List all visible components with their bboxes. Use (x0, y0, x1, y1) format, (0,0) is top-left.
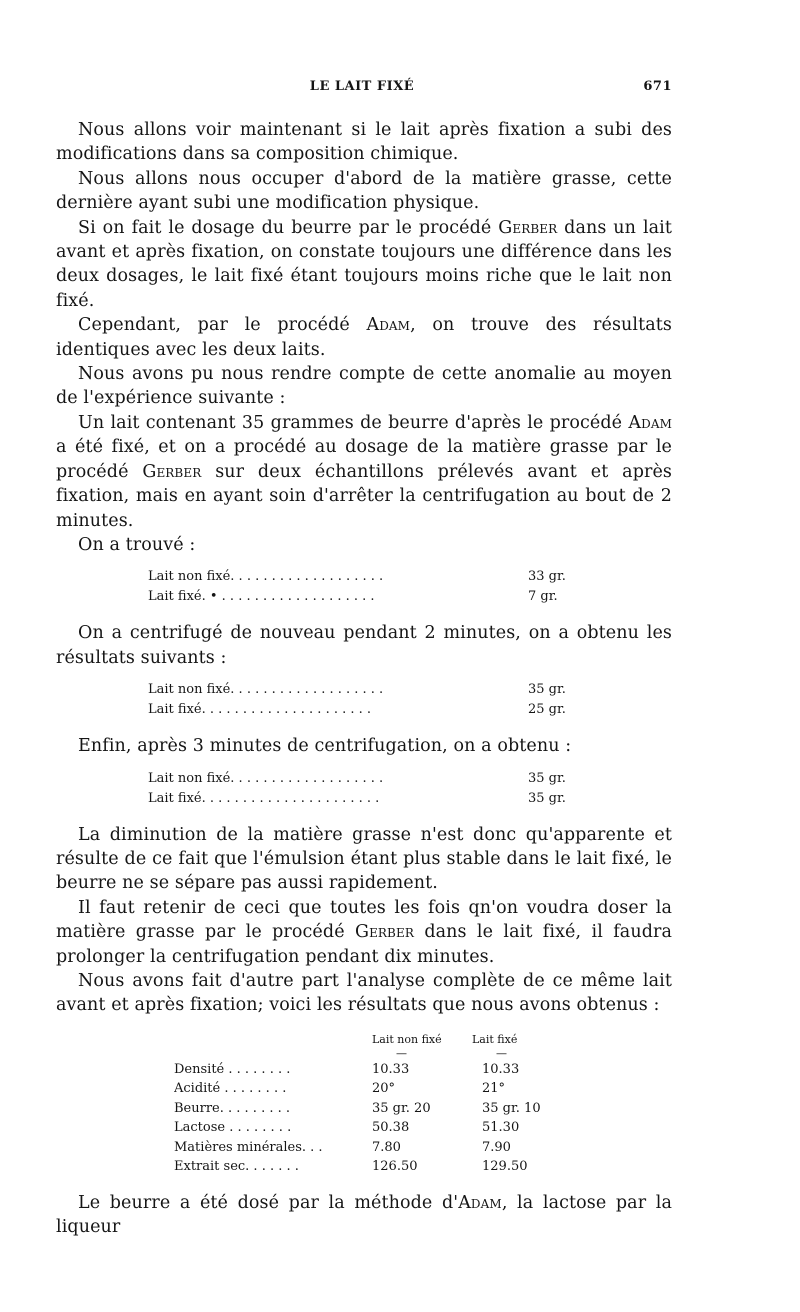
column-header: Lait fixé (472, 1032, 518, 1046)
author-name: Adam (628, 412, 672, 433)
paragraph: On a trouvé : (78, 534, 196, 555)
paragraph: Nous allons voir maintenant si le lait après fixation a subi des modifications dans sa composition chimique. (56, 120, 672, 165)
result-row: Lait non fixé. . . . . . . . . . . . . . . . . . . 35 gr. (148, 682, 566, 698)
author-name: Adam (458, 1192, 502, 1213)
table-row: Acidité . . . . . . . . 20° 21° (174, 1081, 506, 1097)
author-name: Gerber (498, 217, 558, 238)
author-name: Gerber (354, 922, 414, 943)
table-row: Beurre. . . . . . . . . 35 gr. 20 35 gr. 10 (174, 1100, 541, 1116)
paragraph: Enfin, après 3 minutes de centrifugation, on a obtenu : (78, 736, 572, 757)
paragraph: Cependant, par le procédé Adam, on trouve des résultats identiques avec les deux laits. (56, 315, 672, 360)
author-name: Adam (366, 315, 411, 336)
column-header: Lait non fixé (372, 1032, 442, 1046)
table-row: Densité . . . . . . . . 10.33 10.33 (174, 1061, 520, 1077)
result-row: Lait fixé. . . . . . . . . . . . . . . . . . . . . . 35 gr. (148, 790, 566, 806)
paragraph: Un lait contenant 35 grammes de beurre d'après le procédé Adam a été fixé, et on a procédé au dosage de la matière grasse par le procédé Gerber sur deux échantillons prélevés avant et après fixation, mais en ayant soin d'arrêter la centrifugation au bout de 2 minutes. (56, 412, 673, 531)
paragraph: Nous allons nous occuper d'abord de la matière grasse, cette dernière ayant subi une modification physique. (56, 168, 672, 214)
result-list-2min (148, 567, 588, 607)
result-row: Lait fixé. . . . . . . . . . . . . . . . . . . . . 25 gr. (148, 702, 566, 718)
paragraph: Nous avons pu nous rendre compte de cette anomalie au moyen de l'expérience suivante : (56, 364, 672, 409)
table-row: Matières minérales. . . 7.80 7.90 (174, 1139, 511, 1155)
header-dashes: — — (396, 1046, 507, 1060)
paragraph: La diminution de la matière grasse n'est donc qu'apparente et résulte de ce fait que l'émulsion étant plus stable dans le lait fixé, le beurre ne se sépare pas aussi rapidement. (56, 824, 672, 894)
result-list-4min (148, 680, 588, 720)
paragraph: Si on fait le dosage du beurre par le procédé Gerber dans un lait avant et après fixation, on constate toujours une différence dans les deux dosages, le lait fixé étant toujours moins riche que le lait non fixé. (56, 217, 673, 311)
table-row: Lactose . . . . . . . . 50.38 51.30 (174, 1120, 520, 1136)
paragraph: Nous avons fait d'autre part l'analyse complète de ce même lait avant et après fixation; voici les résultats que nous avons obtenus : (56, 970, 672, 1016)
body-text (56, 118, 672, 1240)
result-list-3min (148, 769, 588, 809)
running-title: LE LAIT FIXÉ (309, 79, 415, 94)
table-row: Extrait sec. . . . . . . 126.50 129.50 (174, 1159, 528, 1175)
result-row: Lait non fixé. . . . . . . . . . . . . . . . . . . 33 gr. (148, 569, 566, 585)
result-row: Lait fixé. • . . . . . . . . . . . . . . . . . . . 7 gr. (148, 589, 558, 605)
paragraph: Le beurre a été dosé par la méthode d'Adam, la lactose par la liqueur (56, 1192, 672, 1238)
running-header (52, 79, 672, 99)
page-number: 671 (643, 79, 672, 94)
composition-table (174, 1032, 574, 1177)
table-header (174, 1032, 574, 1048)
paragraph: Il faut retenir de ceci que toutes les fois qn'on voudra doser la matière grasse par le procédé Gerber dans le lait fixé, il faudra prolonger la centrifugation pendant dix minutes. (56, 897, 672, 967)
result-row: Lait non fixé. . . . . . . . . . . . . . . . . . . 35 gr. (148, 770, 566, 786)
author-name: Gerber (142, 461, 202, 482)
paragraph: On a centrifugé de nouveau pendant 2 minutes, on a obtenu les résultats suivants : (56, 623, 672, 668)
